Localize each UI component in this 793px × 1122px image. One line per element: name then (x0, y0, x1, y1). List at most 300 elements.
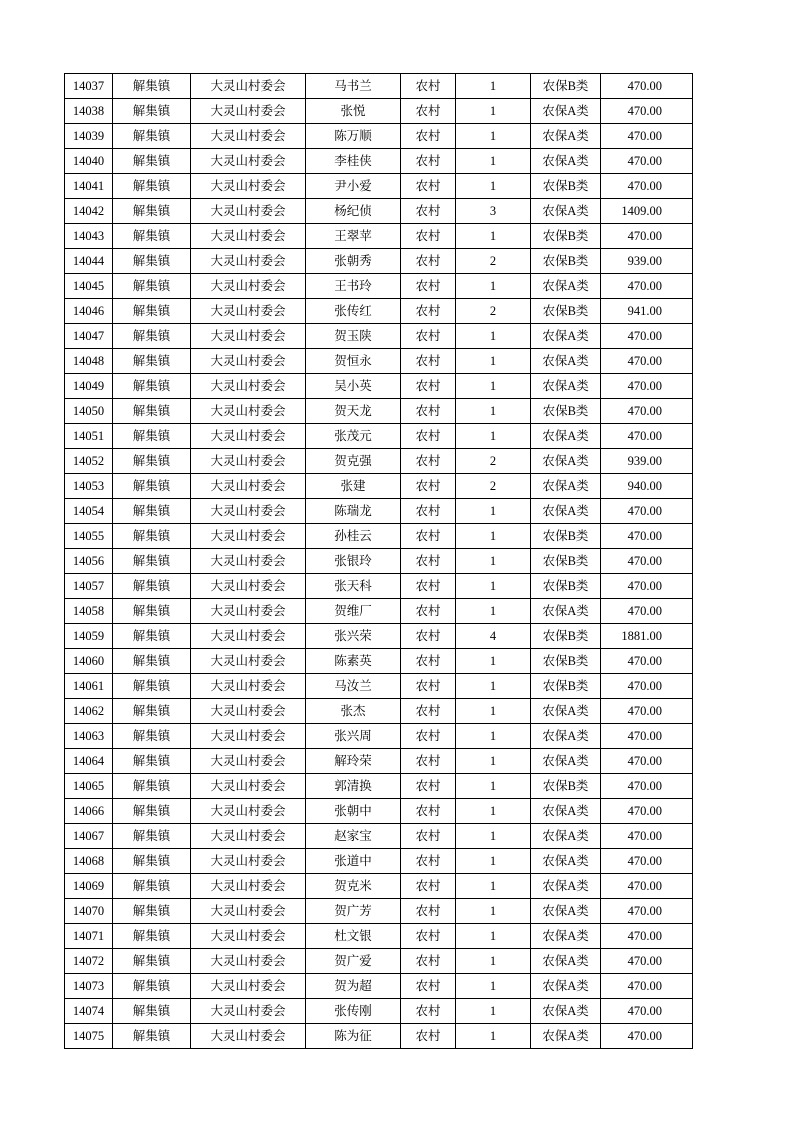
table-row (65, 699, 693, 724)
cell-id: 14054 (65, 499, 113, 524)
cell-person-name: 郭清换 (306, 774, 401, 799)
cell-amount: 470.00 (601, 849, 693, 874)
table-row (65, 524, 693, 549)
cell-amount: 470.00 (601, 749, 693, 774)
table-row (65, 549, 693, 574)
cell-residence-type: 农村 (401, 299, 456, 324)
cell-person-name: 张悦 (306, 99, 401, 124)
cell-id: 14060 (65, 649, 113, 674)
cell-person-name: 王书玲 (306, 274, 401, 299)
cell-town: 解集镇 (113, 899, 191, 924)
cell-village: 大灵山村委会 (191, 74, 306, 99)
cell-count: 1 (456, 524, 531, 549)
cell-person-name: 张兴周 (306, 724, 401, 749)
cell-id: 14053 (65, 474, 113, 499)
cell-town: 解集镇 (113, 99, 191, 124)
cell-count: 1 (456, 724, 531, 749)
cell-town: 解集镇 (113, 374, 191, 399)
cell-count: 1 (456, 599, 531, 624)
cell-insurance-category: 农保B类 (531, 674, 601, 699)
cell-id: 14072 (65, 949, 113, 974)
table-row (65, 174, 693, 199)
cell-id: 14039 (65, 124, 113, 149)
cell-residence-type: 农村 (401, 799, 456, 824)
cell-town: 解集镇 (113, 149, 191, 174)
table-row (65, 449, 693, 474)
table-row (65, 499, 693, 524)
cell-residence-type: 农村 (401, 274, 456, 299)
cell-count: 1 (456, 649, 531, 674)
cell-person-name: 张兴荣 (306, 624, 401, 649)
cell-residence-type: 农村 (401, 499, 456, 524)
cell-residence-type: 农村 (401, 674, 456, 699)
cell-amount: 940.00 (601, 474, 693, 499)
cell-village: 大灵山村委会 (191, 649, 306, 674)
cell-person-name: 张茂元 (306, 424, 401, 449)
cell-amount: 1409.00 (601, 199, 693, 224)
cell-residence-type: 农村 (401, 1024, 456, 1049)
cell-count: 1 (456, 1024, 531, 1049)
cell-id: 14074 (65, 999, 113, 1024)
cell-id: 14055 (65, 524, 113, 549)
table-row (65, 399, 693, 424)
cell-amount: 470.00 (601, 224, 693, 249)
cell-village: 大灵山村委会 (191, 199, 306, 224)
cell-person-name: 杨纪侦 (306, 199, 401, 224)
cell-person-name: 贺维厂 (306, 599, 401, 624)
cell-count: 1 (456, 174, 531, 199)
cell-count: 1 (456, 974, 531, 999)
cell-village: 大灵山村委会 (191, 249, 306, 274)
cell-id: 14058 (65, 599, 113, 624)
cell-amount: 470.00 (601, 124, 693, 149)
cell-insurance-category: 农保A类 (531, 349, 601, 374)
cell-town: 解集镇 (113, 474, 191, 499)
cell-town: 解集镇 (113, 1024, 191, 1049)
cell-residence-type: 农村 (401, 749, 456, 774)
table-row (65, 674, 693, 699)
cell-residence-type: 农村 (401, 949, 456, 974)
cell-town: 解集镇 (113, 124, 191, 149)
cell-town: 解集镇 (113, 924, 191, 949)
cell-insurance-category: 农保B类 (531, 399, 601, 424)
cell-count: 1 (456, 324, 531, 349)
cell-village: 大灵山村委会 (191, 574, 306, 599)
cell-residence-type: 农村 (401, 74, 456, 99)
cell-amount: 470.00 (601, 424, 693, 449)
cell-insurance-category: 农保B类 (531, 249, 601, 274)
cell-town: 解集镇 (113, 299, 191, 324)
cell-id: 14066 (65, 799, 113, 824)
cell-town: 解集镇 (113, 749, 191, 774)
cell-residence-type: 农村 (401, 449, 456, 474)
cell-count: 1 (456, 799, 531, 824)
cell-person-name: 贺恒永 (306, 349, 401, 374)
cell-amount: 470.00 (601, 399, 693, 424)
table-row (65, 1024, 693, 1049)
cell-count: 4 (456, 624, 531, 649)
cell-id: 14046 (65, 299, 113, 324)
cell-id: 14061 (65, 674, 113, 699)
table-body (65, 74, 693, 1049)
table-row (65, 799, 693, 824)
cell-town: 解集镇 (113, 724, 191, 749)
cell-insurance-category: 农保A类 (531, 1024, 601, 1049)
cell-amount: 470.00 (601, 774, 693, 799)
cell-person-name: 张杰 (306, 699, 401, 724)
cell-id: 14065 (65, 774, 113, 799)
cell-town: 解集镇 (113, 224, 191, 249)
cell-person-name: 王翠苹 (306, 224, 401, 249)
table-row (65, 324, 693, 349)
cell-person-name: 陈为征 (306, 1024, 401, 1049)
cell-town: 解集镇 (113, 424, 191, 449)
cell-insurance-category: 农保A类 (531, 724, 601, 749)
cell-count: 1 (456, 749, 531, 774)
cell-id: 14037 (65, 74, 113, 99)
cell-insurance-category: 农保A类 (531, 924, 601, 949)
cell-person-name: 贺广芳 (306, 899, 401, 924)
cell-person-name: 赵家宝 (306, 824, 401, 849)
cell-id: 14064 (65, 749, 113, 774)
cell-person-name: 张朝秀 (306, 249, 401, 274)
cell-village: 大灵山村委会 (191, 524, 306, 549)
cell-insurance-category: 农保A类 (531, 474, 601, 499)
cell-amount: 470.00 (601, 324, 693, 349)
cell-residence-type: 农村 (401, 924, 456, 949)
table-row (65, 274, 693, 299)
cell-amount: 470.00 (601, 1024, 693, 1049)
cell-town: 解集镇 (113, 74, 191, 99)
cell-id: 14071 (65, 924, 113, 949)
table-row (65, 424, 693, 449)
cell-residence-type: 农村 (401, 224, 456, 249)
cell-residence-type: 农村 (401, 824, 456, 849)
cell-amount: 470.00 (601, 949, 693, 974)
cell-id: 14051 (65, 424, 113, 449)
cell-amount: 470.00 (601, 149, 693, 174)
cell-insurance-category: 农保A类 (531, 324, 601, 349)
cell-count: 1 (456, 849, 531, 874)
cell-count: 1 (456, 824, 531, 849)
cell-residence-type: 农村 (401, 374, 456, 399)
cell-insurance-category: 农保A类 (531, 949, 601, 974)
cell-count: 1 (456, 124, 531, 149)
table-row (65, 99, 693, 124)
cell-village: 大灵山村委会 (191, 799, 306, 824)
cell-town: 解集镇 (113, 324, 191, 349)
cell-village: 大灵山村委会 (191, 874, 306, 899)
cell-insurance-category: 农保B类 (531, 574, 601, 599)
table-row (65, 124, 693, 149)
cell-amount: 470.00 (601, 874, 693, 899)
cell-insurance-category: 农保A类 (531, 124, 601, 149)
cell-insurance-category: 农保A类 (531, 899, 601, 924)
cell-village: 大灵山村委会 (191, 899, 306, 924)
cell-person-name: 贺克米 (306, 874, 401, 899)
cell-person-name: 杜文银 (306, 924, 401, 949)
table-row (65, 624, 693, 649)
cell-insurance-category: 农保A类 (531, 974, 601, 999)
cell-insurance-category: 农保A类 (531, 199, 601, 224)
cell-count: 1 (456, 874, 531, 899)
cell-person-name: 马书兰 (306, 74, 401, 99)
cell-village: 大灵山村委会 (191, 699, 306, 724)
cell-residence-type: 农村 (401, 174, 456, 199)
cell-person-name: 马汝兰 (306, 674, 401, 699)
cell-count: 2 (456, 474, 531, 499)
table-row (65, 924, 693, 949)
cell-person-name: 张道中 (306, 849, 401, 874)
cell-town: 解集镇 (113, 549, 191, 574)
cell-town: 解集镇 (113, 199, 191, 224)
cell-id: 14043 (65, 224, 113, 249)
cell-village: 大灵山村委会 (191, 974, 306, 999)
table-row (65, 149, 693, 174)
cell-town: 解集镇 (113, 949, 191, 974)
cell-residence-type: 农村 (401, 349, 456, 374)
cell-village: 大灵山村委会 (191, 774, 306, 799)
cell-amount: 470.00 (601, 349, 693, 374)
cell-village: 大灵山村委会 (191, 849, 306, 874)
cell-person-name: 贺为超 (306, 974, 401, 999)
cell-insurance-category: 农保A类 (531, 99, 601, 124)
cell-amount: 470.00 (601, 724, 693, 749)
cell-id: 14057 (65, 574, 113, 599)
cell-village: 大灵山村委会 (191, 474, 306, 499)
cell-insurance-category: 农保A类 (531, 599, 601, 624)
cell-village: 大灵山村委会 (191, 724, 306, 749)
cell-person-name: 贺广爱 (306, 949, 401, 974)
cell-town: 解集镇 (113, 799, 191, 824)
cell-count: 1 (456, 949, 531, 974)
cell-town: 解集镇 (113, 449, 191, 474)
cell-residence-type: 农村 (401, 149, 456, 174)
cell-village: 大灵山村委会 (191, 549, 306, 574)
cell-amount: 470.00 (601, 699, 693, 724)
cell-id: 14073 (65, 974, 113, 999)
cell-village: 大灵山村委会 (191, 274, 306, 299)
cell-town: 解集镇 (113, 674, 191, 699)
cell-count: 1 (456, 499, 531, 524)
cell-residence-type: 农村 (401, 324, 456, 349)
cell-insurance-category: 农保A类 (531, 799, 601, 824)
cell-count: 1 (456, 699, 531, 724)
cell-residence-type: 农村 (401, 524, 456, 549)
cell-amount: 470.00 (601, 374, 693, 399)
cell-residence-type: 农村 (401, 649, 456, 674)
cell-residence-type: 农村 (401, 974, 456, 999)
cell-village: 大灵山村委会 (191, 924, 306, 949)
cell-amount: 1881.00 (601, 624, 693, 649)
cell-residence-type: 农村 (401, 624, 456, 649)
table-row (65, 299, 693, 324)
cell-count: 1 (456, 274, 531, 299)
cell-count: 1 (456, 149, 531, 174)
cell-insurance-category: 农保B类 (531, 624, 601, 649)
cell-village: 大灵山村委会 (191, 999, 306, 1024)
cell-person-name: 张银玲 (306, 549, 401, 574)
cell-person-name: 张建 (306, 474, 401, 499)
table-row (65, 774, 693, 799)
cell-town: 解集镇 (113, 649, 191, 674)
cell-count: 2 (456, 249, 531, 274)
cell-village: 大灵山村委会 (191, 299, 306, 324)
cell-town: 解集镇 (113, 599, 191, 624)
table-row (65, 974, 693, 999)
cell-residence-type: 农村 (401, 724, 456, 749)
cell-count: 1 (456, 74, 531, 99)
cell-count: 1 (456, 774, 531, 799)
cell-residence-type: 农村 (401, 999, 456, 1024)
cell-amount: 470.00 (601, 549, 693, 574)
cell-residence-type: 农村 (401, 574, 456, 599)
cell-id: 14068 (65, 849, 113, 874)
cell-village: 大灵山村委会 (191, 224, 306, 249)
table-row (65, 749, 693, 774)
cell-amount: 470.00 (601, 99, 693, 124)
table-row (65, 349, 693, 374)
table-row (65, 474, 693, 499)
cell-residence-type: 农村 (401, 874, 456, 899)
cell-village: 大灵山村委会 (191, 124, 306, 149)
cell-insurance-category: 农保B类 (531, 224, 601, 249)
cell-id: 14063 (65, 724, 113, 749)
cell-amount: 470.00 (601, 974, 693, 999)
cell-id: 14045 (65, 274, 113, 299)
cell-town: 解集镇 (113, 524, 191, 549)
table-row (65, 224, 693, 249)
cell-count: 3 (456, 199, 531, 224)
cell-insurance-category: 农保B类 (531, 549, 601, 574)
cell-id: 14056 (65, 549, 113, 574)
cell-person-name: 吴小英 (306, 374, 401, 399)
cell-amount: 470.00 (601, 924, 693, 949)
cell-person-name: 贺天龙 (306, 399, 401, 424)
cell-village: 大灵山村委会 (191, 749, 306, 774)
cell-insurance-category: 农保A类 (531, 874, 601, 899)
cell-village: 大灵山村委会 (191, 149, 306, 174)
cell-person-name: 张传红 (306, 299, 401, 324)
cell-person-name: 李桂侠 (306, 149, 401, 174)
cell-count: 2 (456, 299, 531, 324)
cell-residence-type: 农村 (401, 849, 456, 874)
cell-count: 2 (456, 449, 531, 474)
cell-town: 解集镇 (113, 574, 191, 599)
cell-id: 14038 (65, 99, 113, 124)
cell-person-name: 尹小爱 (306, 174, 401, 199)
cell-insurance-category: 农保A类 (531, 424, 601, 449)
cell-town: 解集镇 (113, 624, 191, 649)
cell-residence-type: 农村 (401, 424, 456, 449)
cell-village: 大灵山村委会 (191, 599, 306, 624)
cell-person-name: 张朝中 (306, 799, 401, 824)
cell-insurance-category: 农保A类 (531, 374, 601, 399)
cell-id: 14049 (65, 374, 113, 399)
table-row (65, 374, 693, 399)
cell-village: 大灵山村委会 (191, 949, 306, 974)
cell-insurance-category: 农保B类 (531, 299, 601, 324)
cell-count: 1 (456, 99, 531, 124)
cell-amount: 470.00 (601, 574, 693, 599)
table-row (65, 849, 693, 874)
cell-id: 14059 (65, 624, 113, 649)
cell-town: 解集镇 (113, 974, 191, 999)
cell-town: 解集镇 (113, 874, 191, 899)
cell-amount: 470.00 (601, 674, 693, 699)
cell-count: 1 (456, 999, 531, 1024)
cell-person-name: 解玲荣 (306, 749, 401, 774)
cell-amount: 470.00 (601, 649, 693, 674)
cell-residence-type: 农村 (401, 699, 456, 724)
cell-amount: 470.00 (601, 74, 693, 99)
cell-insurance-category: 农保B类 (531, 524, 601, 549)
cell-person-name: 陈万顺 (306, 124, 401, 149)
cell-count: 1 (456, 574, 531, 599)
cell-town: 解集镇 (113, 999, 191, 1024)
cell-town: 解集镇 (113, 399, 191, 424)
cell-amount: 939.00 (601, 449, 693, 474)
cell-residence-type: 农村 (401, 249, 456, 274)
payroll-table (64, 73, 693, 1049)
cell-count: 1 (456, 399, 531, 424)
table-row (65, 599, 693, 624)
cell-insurance-category: 农保B类 (531, 774, 601, 799)
cell-town: 解集镇 (113, 824, 191, 849)
cell-residence-type: 农村 (401, 99, 456, 124)
cell-village: 大灵山村委会 (191, 824, 306, 849)
cell-insurance-category: 农保B类 (531, 174, 601, 199)
cell-person-name: 孙桂云 (306, 524, 401, 549)
cell-count: 1 (456, 924, 531, 949)
cell-village: 大灵山村委会 (191, 1024, 306, 1049)
cell-id: 14048 (65, 349, 113, 374)
cell-count: 1 (456, 674, 531, 699)
cell-id: 14041 (65, 174, 113, 199)
cell-town: 解集镇 (113, 699, 191, 724)
table-row (65, 899, 693, 924)
cell-id: 14047 (65, 324, 113, 349)
cell-town: 解集镇 (113, 249, 191, 274)
cell-id: 14075 (65, 1024, 113, 1049)
cell-insurance-category: 农保A类 (531, 499, 601, 524)
cell-insurance-category: 农保A类 (531, 824, 601, 849)
cell-residence-type: 农村 (401, 124, 456, 149)
cell-id: 14040 (65, 149, 113, 174)
cell-amount: 470.00 (601, 799, 693, 824)
cell-village: 大灵山村委会 (191, 499, 306, 524)
cell-person-name: 张天科 (306, 574, 401, 599)
table-row (65, 574, 693, 599)
cell-village: 大灵山村委会 (191, 324, 306, 349)
cell-person-name: 陈瑞龙 (306, 499, 401, 524)
cell-amount: 470.00 (601, 174, 693, 199)
cell-id: 14050 (65, 399, 113, 424)
cell-town: 解集镇 (113, 849, 191, 874)
table-row (65, 649, 693, 674)
cell-town: 解集镇 (113, 774, 191, 799)
cell-residence-type: 农村 (401, 774, 456, 799)
cell-person-name: 贺玉陕 (306, 324, 401, 349)
table-row (65, 724, 693, 749)
cell-count: 1 (456, 549, 531, 574)
table-row (65, 824, 693, 849)
cell-residence-type: 农村 (401, 199, 456, 224)
cell-person-name: 贺克强 (306, 449, 401, 474)
cell-insurance-category: 农保A类 (531, 274, 601, 299)
cell-insurance-category: 农保A类 (531, 849, 601, 874)
cell-person-name: 陈素英 (306, 649, 401, 674)
